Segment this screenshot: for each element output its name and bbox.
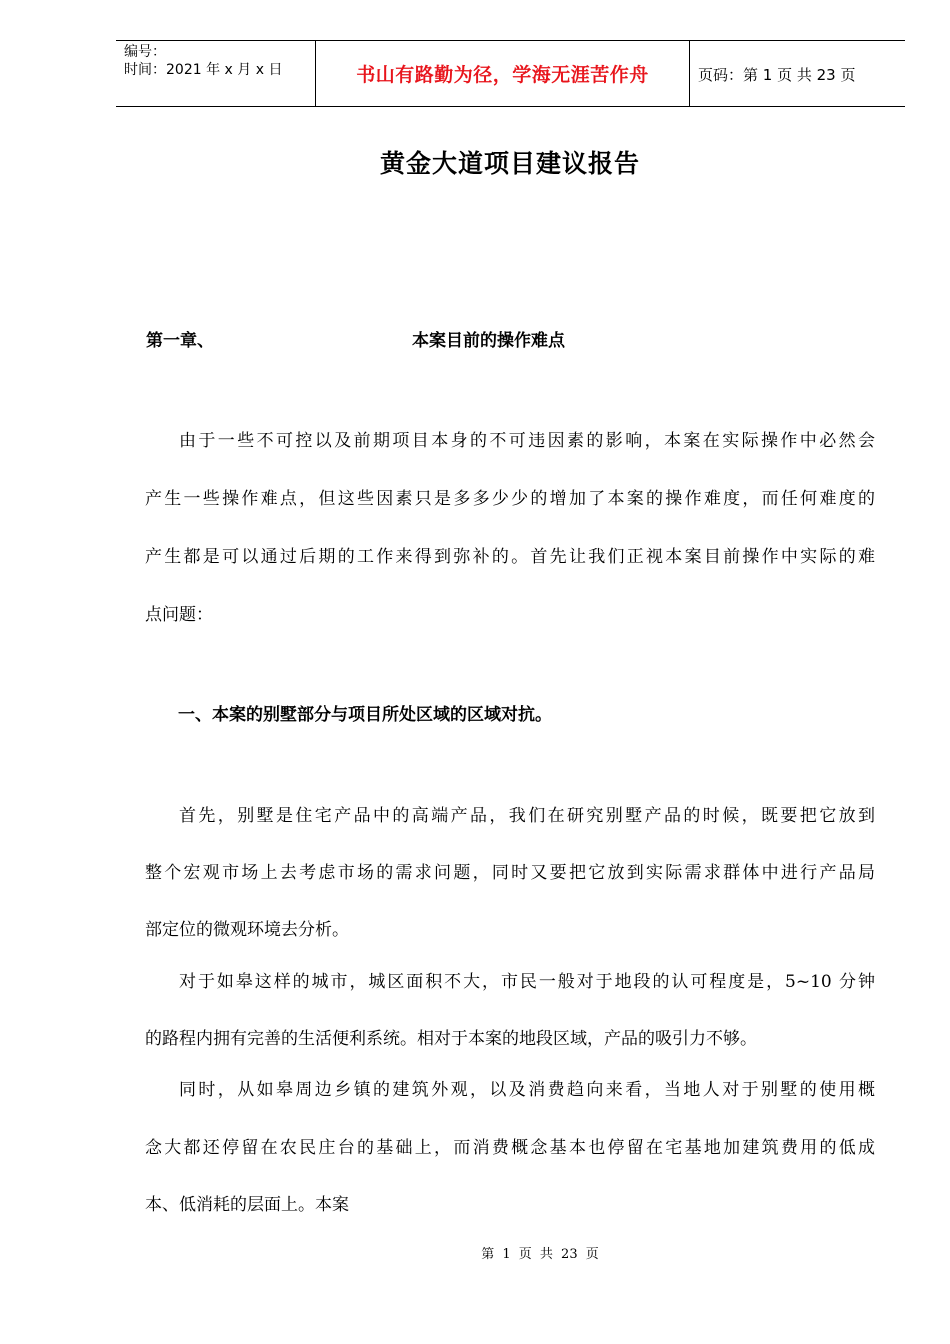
chapter-number: 第一章、 — [146, 331, 214, 351]
section-paragraph-line: 部定位的微观环境去分析。 — [145, 920, 349, 940]
header-page-cell — [690, 41, 905, 106]
number-label: 编号： — [124, 44, 166, 60]
header-motto-cell — [316, 41, 690, 106]
section-paragraph-line: 本、低消耗的层面上。本案 — [145, 1195, 349, 1215]
section-paragraph-line: 的路程内拥有完善的生活便利系统。相对于本案的地段区域，产品的吸引力不够。 — [145, 1029, 757, 1049]
document-title: 黄金大道项目建议报告 — [379, 149, 640, 178]
intro-line: 产生都是可以通过后期的工作来得到弥补的。首先让我们正视本案目前操作中实际的难 — [145, 547, 875, 567]
motto: 书山有路勤为径，学海无涯苦作舟 — [356, 64, 649, 86]
intro-line: 由于一些不可控以及前期项目本身的不可违因素的影响，本案在实际操作中必然会 — [179, 431, 875, 451]
time-label: 时间：2021 年 x 月 x 日 — [124, 62, 283, 78]
section-paragraph-line: 对于如皋这样的城市，城区面积不大，市民一般对于地段的认可程度是，5~10 分钟 — [179, 972, 875, 992]
section-paragraph-line: 整个宏观市场上去考虑市场的需求问题，同时又要把它放到实际需求群体中进行产品局 — [145, 863, 875, 883]
intro-line: 产生一些操作难点，但这些因素只是多多少少的增加了本案的操作难度，而任何难度的 — [145, 489, 875, 509]
intro-line: 点问题： — [145, 605, 213, 625]
section-paragraph-line: 首先，别墅是住宅产品中的高端产品，我们在研究别墅产品的时候，既要把它放到 — [179, 806, 875, 826]
page-footer: 第 1 页 共 23 页 — [481, 1247, 599, 1262]
header-table — [116, 40, 905, 107]
chapter-title: 本案目前的操作难点 — [412, 331, 565, 351]
section-heading: 一、本案的别墅部分与项目所处区域的区域对抗。 — [178, 705, 552, 725]
page-code: 页码：第 1 页 共 23 页 — [698, 66, 856, 84]
header-meta-cell — [116, 41, 316, 106]
section-paragraph-line: 同时，从如皋周边乡镇的建筑外观，以及消费趋向来看，当地人对于别墅的使用概 — [179, 1080, 875, 1100]
section-paragraph-line: 念大都还停留在农民庄台的基础上，而消费概念基本也停留在宅基地加建筑费用的低成 — [145, 1138, 875, 1158]
